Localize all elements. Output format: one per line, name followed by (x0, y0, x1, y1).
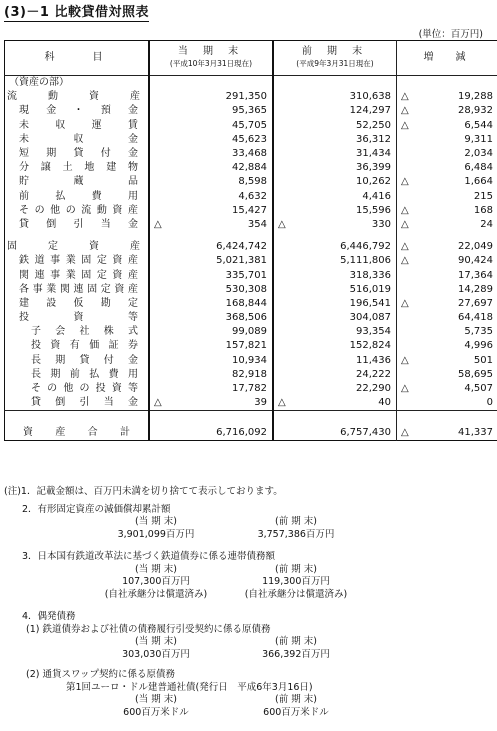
note-1: (注)1．記載金額は、百万円未満を切り捨てて表示しております。 (4, 486, 283, 497)
row-name: 鉄道事業固定資産 (19, 255, 138, 267)
previous-value: 4,416 (362, 190, 391, 202)
previous-value: 10,262 (356, 176, 391, 188)
previous-value: 36,399 (356, 162, 391, 174)
current-value: 530,308 (225, 283, 267, 295)
current-value: 168,844 (225, 297, 267, 309)
previous-value: 6,446,792 (340, 241, 391, 253)
table-row (5, 368, 497, 382)
table-row (5, 283, 497, 297)
diff-value: 64,418 (458, 312, 493, 324)
row-name: 未収運賃 (19, 119, 138, 131)
table-row: 固定資産 6,424,742 6,446,792 △ 22,049 (5, 240, 497, 254)
row-name: 短期貸付金 (19, 148, 138, 160)
row-name: 現金・預金 (19, 105, 138, 117)
header-current: 当 期 末 (平成10年3月31日現在) (149, 41, 273, 76)
row-name: 建設仮勘定 (19, 297, 138, 309)
diff-value: 14,289 (458, 283, 493, 295)
table-row: その他の流動資産 15,427 15,596 △ 168 (5, 204, 497, 218)
row-name: 長期貸付金 (31, 354, 138, 366)
page-title: (3)－1 比較貸借対照表 (4, 1, 149, 22)
current-value: 354 (247, 218, 267, 230)
diff-value: 1,664 (464, 176, 493, 188)
current-value: 6,424,742 (216, 241, 267, 253)
previous-value: 40 (378, 397, 391, 409)
table-row: 鉄道事業固定資産 5,021,381 5,111,806 △ 90,424 (5, 254, 497, 268)
diff-value: 19,288 (458, 91, 493, 103)
diff-value: 27,697 (458, 297, 493, 309)
row-name: 未収金 (19, 133, 138, 145)
current-value: 368,506 (225, 312, 267, 324)
row-name: 前払費用 (19, 190, 138, 202)
current-value: 4,632 (238, 190, 267, 202)
diff-value: 28,932 (458, 105, 493, 117)
table-row: その他の投資等 17,782 22,290 △ 4,507 (5, 382, 497, 396)
table-row (5, 268, 497, 282)
current-value: 33,468 (232, 148, 267, 160)
current-value: 39 (254, 397, 267, 409)
table-row (5, 339, 497, 353)
previous-value: 93,354 (356, 326, 391, 338)
diff-value: 6,484 (464, 162, 493, 174)
row-name: 長期前払費用 (31, 368, 138, 380)
diff-value: 4,507 (464, 383, 493, 395)
previous-value: 124,297 (349, 105, 391, 117)
diff-value: 24 (480, 218, 493, 230)
diff-value: 9,311 (464, 133, 493, 145)
row-name: 流動資産 (7, 91, 140, 103)
diff-value: 4,996 (464, 340, 493, 352)
table-row (5, 325, 497, 339)
row-name: 固定資産 (7, 241, 140, 253)
previous-value: 318,336 (349, 269, 391, 281)
current-value: 10,934 (232, 354, 267, 366)
table-row (5, 133, 497, 147)
current-value: 95,365 (232, 105, 267, 117)
header-item: 科 目 (5, 41, 150, 76)
row-name: その他の投資等 (31, 383, 138, 395)
unit-label: (単位：百万円) (418, 29, 483, 40)
previous-value: 152,824 (349, 340, 391, 352)
table-row (5, 161, 497, 175)
diff-value: 90,424 (458, 255, 493, 267)
diff-value: 6,544 (464, 119, 493, 131)
row-name: 貸倒引当金 (19, 218, 138, 230)
diff-value: 2,034 (464, 148, 493, 160)
table-row: 未収運賃 45,705 52,250 △ 6,544 (5, 119, 497, 133)
current-value: 82,918 (232, 368, 267, 380)
row-name: 分譲土地建物 (19, 162, 138, 174)
previous-value: 15,596 (356, 204, 391, 216)
table-row: 長期貸付金 10,934 11,436 △ 501 (5, 354, 497, 368)
previous-value: 330 (371, 218, 391, 230)
row-name: 貸倒引当金 (31, 397, 138, 409)
table-row: 貸倒引当金 △ 39 △ 40 0 (5, 396, 497, 411)
diff-value: 215 (473, 190, 493, 202)
table-row: 貯蔵品 8,598 10,262 △ 1,664 (5, 175, 497, 189)
balance-sheet-table (4, 40, 497, 441)
diff-value: 22,049 (458, 241, 493, 253)
diff-value: 17,364 (458, 269, 493, 281)
diff-value: 168 (473, 204, 493, 216)
row-name: 関連事業固定資産 (19, 269, 138, 281)
note-3: 3．日本国有鉄道改革法に基づく鉄道債券に係る連帯債務額 (22, 551, 276, 562)
note-4-2: (2) 通貨スワップ契約に係る原債務 (26, 669, 176, 680)
current-value: 15,427 (232, 204, 267, 216)
previous-value: 31,434 (356, 148, 391, 160)
previous-value: 24,222 (356, 368, 391, 380)
diff-value: 0 (486, 397, 493, 409)
table-row: 流動資産 291,350 310,638 △ 19,288 (5, 90, 497, 104)
row-name: 子会社株式 (31, 326, 138, 338)
diff-value: 5,735 (464, 326, 493, 338)
current-value: 335,701 (225, 269, 267, 281)
row-name: 投資等 (19, 312, 138, 324)
current-value: 8,598 (238, 176, 267, 188)
diff-value: 501 (473, 354, 493, 366)
note-2: 2．有形固定資産の減価償却累計額 (22, 503, 171, 515)
table-row (5, 147, 497, 161)
previous-value: 5,111,806 (340, 255, 391, 267)
previous-value: 11,436 (356, 354, 391, 366)
table-row (5, 190, 497, 204)
table-row: 現金・預金 95,365 124,297 △ 28,932 (5, 104, 497, 118)
row-name: 貯蔵品 (19, 176, 138, 188)
current-value: 291,350 (225, 91, 267, 103)
current-value: 45,623 (232, 133, 267, 145)
previous-value: 516,019 (349, 283, 391, 295)
previous-value: 310,638 (349, 91, 391, 103)
table-row (5, 311, 497, 325)
note-4-2-sub: 第1回ユーロ・ドル建普通社債(発行日 平成6年3月16日) (66, 681, 313, 693)
row-name: 各事業関連固定資産 (19, 283, 138, 295)
header-diff: 増 減 (397, 41, 497, 76)
row-name: その他の流動資産 (19, 204, 138, 216)
note-4-1: (1) 鉄道債券および社債の債務履行引受契約に係る原債務 (26, 623, 271, 635)
note-4: 4．偶発債務 (22, 611, 76, 622)
row-name: 投資有価証券 (31, 340, 138, 352)
header-previous: 前 期 末 (平成9年3月31日現在) (273, 41, 397, 76)
current-value: 17,782 (232, 383, 267, 395)
previous-value: 304,087 (349, 312, 391, 324)
section-title: （資産の部） (5, 76, 150, 91)
previous-value: 52,250 (356, 119, 391, 131)
previous-value: 36,312 (356, 133, 391, 145)
current-value: 42,884 (232, 162, 267, 174)
previous-value: 22,290 (356, 383, 391, 395)
current-value: 99,089 (232, 326, 267, 338)
diff-value: 58,695 (458, 368, 493, 380)
total-row: 資産合計 6,716,092 6,757,430 △ 41,337 (5, 426, 497, 441)
current-value: 157,821 (225, 340, 267, 352)
previous-value: 196,541 (349, 297, 391, 309)
notes-section: (注)1．記載金額は、百万円未満を切り捨てて表示しております。 2．有形固定資産の減価償却累計額 (当 期 末) (前 期 末) 3,901,099百万円 3,757,386百万円 3．日本国有鉄道改革法に基づく鉄道債券に係る連帯債務額 (当 期 末) (前 期 末) 107,300百万円 119,300百万円 (自社承継分は償還済み) (自社承継分は償還済み) 4．偶発債務 (1) 鉄道債券および社債の債務履行引受契約に係る原債務 (当 期 末) (前 期 末) 303,030百万円 366,392百万円 (2) 通貨スワップ契約に係る原債務 第1回ユーロ・ドル建普通社債(発行日 平成6年3月16日) (当 期 末) (前 期 末) 600百万米ドル 600百万米ドル (4, 486, 494, 719)
current-value: 5,021,381 (216, 255, 267, 267)
current-value: 45,705 (232, 119, 267, 131)
table-row: 貸倒引当金 △ 354 △ 330 △ 24 (5, 218, 497, 232)
table-row: 建設仮勘定 168,844 196,541 △ 27,697 (5, 297, 497, 311)
